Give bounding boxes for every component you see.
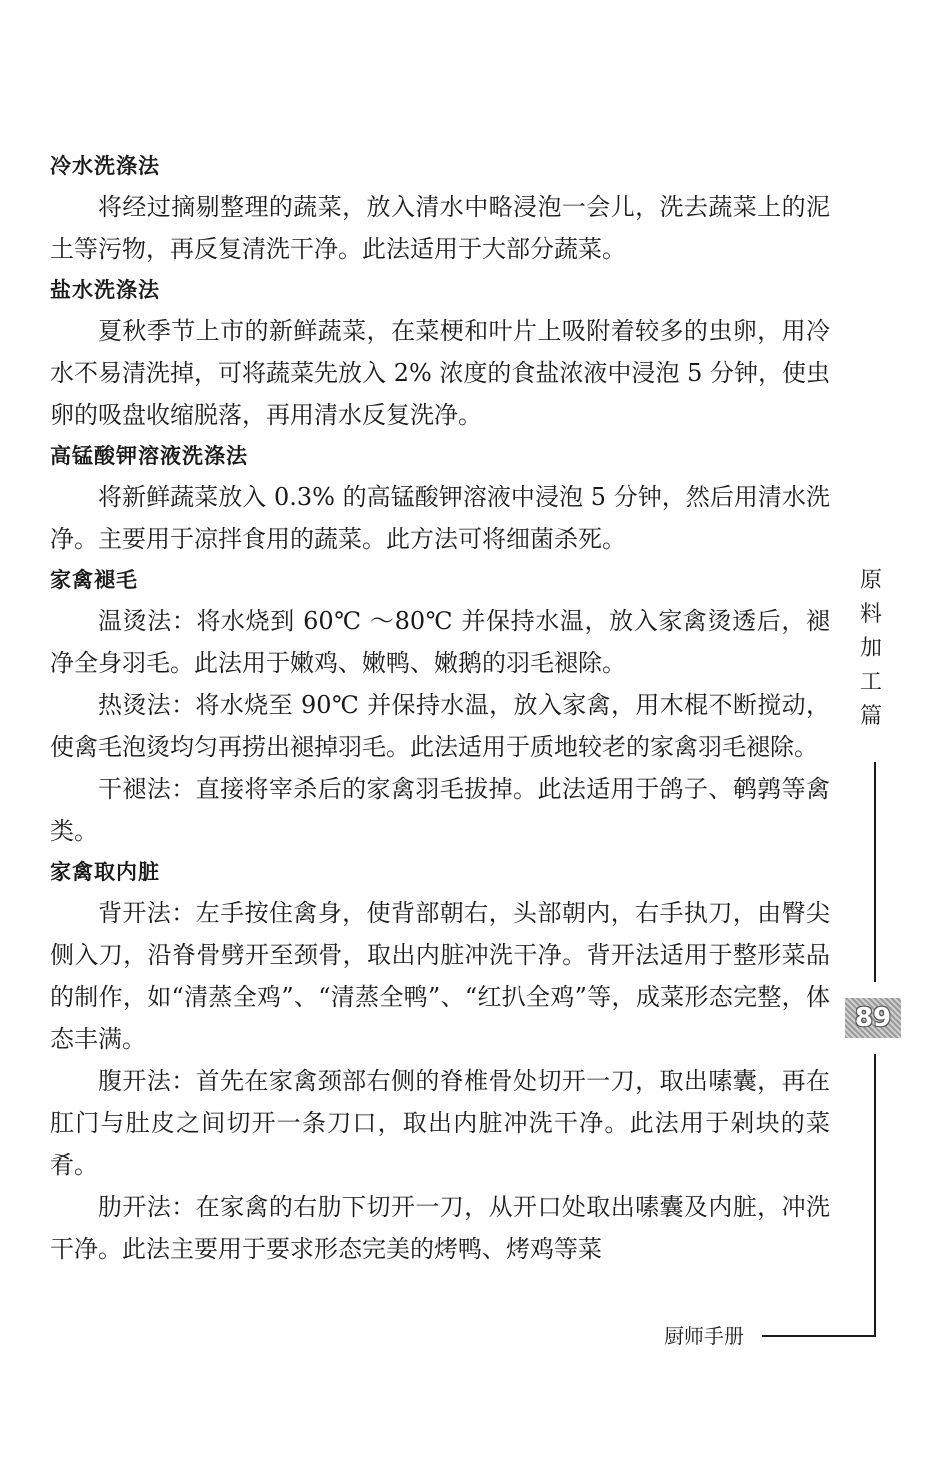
section-heading-poultry-plucking: 家禽褪毛 xyxy=(50,568,138,592)
paragraph: 将新鲜蔬菜放入 0.3% 的高锰酸钾溶液中浸泡 5 分钟，然后用清水洗净。主要用于凉拌食用的蔬菜。此方法可将细菌杀死。 xyxy=(50,483,830,553)
paragraph: 将经过摘剔整理的蔬菜，放入清水中略浸泡一会儿，洗去蔬菜上的泥土等污物，再反复清洗干净。此法适用于大部分蔬菜。 xyxy=(50,193,830,263)
section-heading-salt-water: 盐水洗涤法 xyxy=(50,278,160,302)
side-label-char: 料 xyxy=(859,602,882,627)
paragraph: 腹开法：首先在家禽颈部右侧的脊椎骨处切开一刀，取出嗉囊，再在肛门与肚皮之间切开一条刀口，取出内脏冲洗干净。此法用于剁块的菜肴。 xyxy=(50,1067,830,1179)
paragraph: 干褪法：直接将宰杀后的家禽羽毛拔掉。此法适用于鸽子、鹌鹑等禽类。 xyxy=(50,775,830,845)
section-heading-poultry-evisceration: 家禽取内脏 xyxy=(50,860,160,884)
page-number-badge: 89 xyxy=(845,998,901,1038)
section-heading-cold-water: 冷水洗涤法 xyxy=(50,154,160,178)
paragraph: 热烫法：将水烧至 90℃ 并保持水温，放入家禽，用木棍不断搅动，使禽毛泡烫均匀再捞出褪掉羽毛。此法适用于质地较老的家禽羽毛褪除。 xyxy=(50,691,830,761)
paragraph: 背开法：左手按住禽身，使背部朝右，头部朝内，右手执刀，由臀尖侧入刀，沿脊骨劈开至颈骨，取出内脏冲洗干净。背开法适用于整形菜品的制作，如“清蒸全鸡”、“清蒸全鸭”、“红扒全鸡”等，成菜形态完整，体态丰满。 xyxy=(50,899,830,1053)
side-label-char: 篇 xyxy=(859,704,882,729)
paragraph: 肋开法：在家禽的右肋下切开一刀，从开口处取出嗉囊及内脏，冲洗干净。此法主要用于要求形态完美的烤鸭、烤鸡等菜 xyxy=(50,1193,830,1263)
side-rule-upper xyxy=(874,762,876,982)
side-label-char: 原 xyxy=(859,568,882,593)
footer-book-title: 厨师手册 xyxy=(664,1324,744,1348)
chapter-side-label xyxy=(856,564,886,734)
side-rule-lower xyxy=(874,1054,876,1336)
side-label-char: 工 xyxy=(859,670,882,695)
page-body xyxy=(50,146,830,1270)
section-heading-permanganate: 高锰酸钾溶液洗涤法 xyxy=(50,444,248,468)
paragraph: 夏秋季节上市的新鲜蔬菜，在菜梗和叶片上吸附着较多的虫卵，用冷水不易清洗掉，可将蔬菜先放入 2% 浓度的食盐浓液中浸泡 5 分钟，使虫卵的吸盘收缩脱落，再用清水反复洗净。 xyxy=(50,317,830,429)
footer-rule xyxy=(762,1335,876,1337)
side-label-char: 加 xyxy=(859,636,882,661)
paragraph: 温烫法：将水烧到 60℃ ～80℃ 并保持水温，放入家禽烫透后，褪净全身羽毛。此法用于嫩鸡、嫩鸭、嫩鹅的羽毛褪除。 xyxy=(50,607,830,677)
